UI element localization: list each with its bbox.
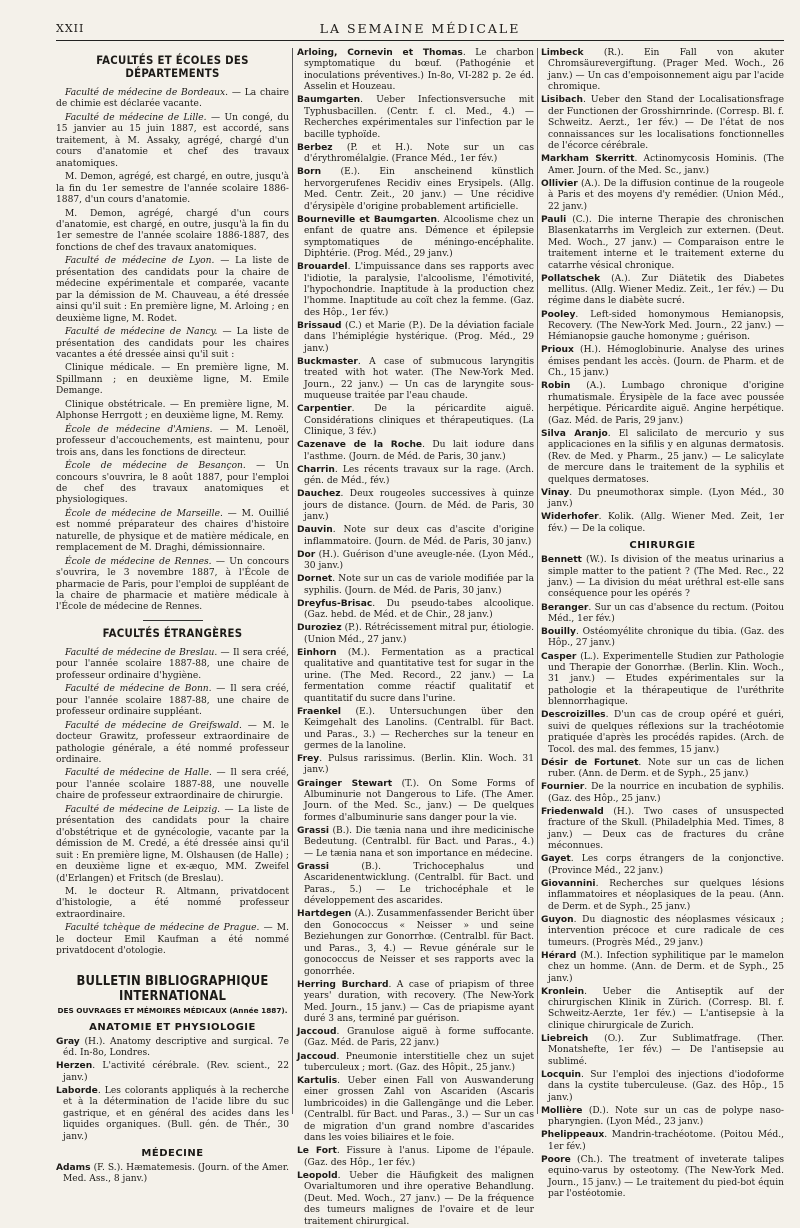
entry-reference: . Le charbon symptomatique du bœuf. (Pathogénie et inoculations préventives.) In-8o, VI-282 p. 2e éd. Asselin et Houzeau.	[304, 48, 534, 93]
entry-reference: . Kolik. (Allg. Wiener Med. Zeit, 1er fév.) — De la colique.	[548, 512, 784, 534]
column-right	[541, 48, 784, 1200]
entry-reference: (M.). Infection syphilitique par le mamelon chez un homme. (Ann. de Derm. et de Syph., 25 janv.)	[548, 950, 784, 984]
bibliography-entry	[541, 758, 784, 781]
entry-reference: . Du lait iodure dans l'asthme. (Journ. de Méd. de Paris, 30 janv.)	[304, 440, 535, 462]
entry-author: Vinay	[541, 487, 570, 498]
entry-reference: (A.). Zusammenfassender Bericht über den Gonococcus « Neisser » und seine Beziehungen zur Gonorrhœ. (Centralbl. für Bact. und Paras., 3, 4.) — Revue générale sur le gonococcus de Neisser et ses rapports avec la gonorrhée.	[304, 909, 534, 977]
entry-reference: . Left-sided homonymous Hemianopsis, Recovery. (The New-York Med. Journ., 22 janv.) — Hémianopsie gauche homonyme ; guérison.	[548, 309, 784, 343]
news-paragraph	[56, 327, 289, 361]
entry-author: Einhorn	[297, 647, 337, 658]
bibliography-entry	[297, 404, 534, 438]
entry-author: Désir de Fortunet	[541, 757, 639, 768]
news-paragraph	[56, 768, 289, 802]
entry-author: Charrin	[297, 464, 335, 475]
entry-author: Widerhofer	[541, 512, 599, 523]
entry-reference: . Sur un cas d'absence du rectum. (Poitou Méd., 1er fév.)	[548, 602, 784, 624]
bibliography-entry	[541, 274, 784, 308]
entry-author: Bourneville et Baumgarten	[297, 214, 437, 225]
entry-reference: . Pulsus rarissimus. (Berlin. Klin. Woch. 31 janv.)	[304, 754, 534, 776]
entry-author: Grainger Stewart	[297, 778, 393, 789]
faculty-name: École de médecine d'Amiens.	[65, 424, 213, 435]
entry-author: Berbez	[297, 142, 333, 153]
bibliography-entry	[541, 488, 784, 511]
bibliography-entry	[541, 95, 784, 152]
entry-author: Limbeck	[541, 48, 584, 58]
bibliography-entry	[297, 909, 534, 978]
entry-reference: (H.). Anatomy descriptive and surgical. 7e éd. In-8o, Londres.	[63, 1036, 289, 1059]
entry-author: Le Fort	[297, 1146, 337, 1157]
entry-reference: . Ueber einen Fall von Auswanderung einer grossen Zahl von Ascariden (Ascaris lumbricoides) in die Gallengänge und die Leber. (Centralbl. für Bact. und Paras., 3.) — Sur un cas de migration d'un grand nombre d'ascarides dans les voies biliaires et le foie.	[304, 1076, 534, 1144]
entry-reference: (O.). Zur Sublimatfrage. (Ther. Monatshefte, 1er fév.) — De l'antisepsie au sublimé.	[548, 1033, 784, 1067]
entry-reference: (E.). Ein anscheinend künstlich hervorgerufenes Recidiv eines Erysipels. (Allg. Med. Centr. Zeit., 20 janv.) — Une récidive d'érysipèle d'origine probablement artificielle.	[304, 167, 534, 212]
entry-reference: . Fissure à l'anus. Lipome de l'épaule. (Gaz. des Hôp., 1er fév.)	[304, 1146, 534, 1168]
bibliography-entry	[541, 854, 784, 877]
faculty-name: Faculté de médecine de Greifswald.	[65, 720, 242, 731]
entry-reference: . Les corps étrangers de la conjonctive. (Province Méd., 22 janv.)	[548, 854, 784, 876]
page-header	[56, 22, 784, 41]
entry-reference: . Ostéomyélite chronique du tibia. (Gaz. des Hôp., 27 janv.)	[548, 627, 784, 649]
bibliography-entry	[541, 48, 784, 94]
bibliography-entry	[297, 862, 534, 908]
bibliography-entry	[541, 1130, 784, 1153]
bibliography-entry	[297, 599, 534, 622]
bibliography-entry	[297, 754, 534, 777]
faculty-name: École de médecine de Besançon.	[65, 461, 246, 472]
faculty-name: École de médecine de Rennes.	[65, 556, 212, 567]
entry-reference: . Alcoolisme chez un enfant de quatre ans. Démence et épilepsie symptomatiques de méningo-encéphalite. Diphtérie. (Prog. Méd., 29 janv.)	[304, 214, 534, 260]
entry-reference: (T.). On Some Forms of Albuminurie not Dangerous to Life. (The Amer. Journ. of the Med. Sc., janv.) — De quelques formes d'albuminurie sans danger pour la vie.	[304, 778, 534, 823]
entry-reference: . Ueber Infectionsversuche mit Typhusbacillen. (Centr. f. cl. Med., 4.) — Recherches expérimentales sur l'infection par le bacille typhoïde.	[304, 95, 534, 140]
entry-author: Fournier	[541, 782, 585, 793]
bibliography-entry	[297, 167, 534, 213]
entry-reference: (D.). Note sur un cas de polype naso-pharyngien. (Lyon Méd., 23 janv.)	[548, 1105, 784, 1128]
bibliography-entry	[297, 95, 534, 141]
entry-reference: . Note sur un cas de lichen ruber. (Ann. de Derm. et de Syph., 25 janv.)	[548, 757, 784, 780]
entry-author: Gray	[56, 1036, 80, 1047]
news-text: Clinique obstétricale. — En première ligne, M. Alphonse Herrgott ; en deuxième ligne, M. Remy.	[56, 399, 289, 422]
entry-reference: . El salicilato de mercurio y sus applicaciones en la sifilis y en algunas dermatosis. (Rev. de Med. y Pharm., 25 janv.) — Le salicylate de mercure dans le traitement de la syphilis et quelques dermatoses.	[548, 428, 784, 485]
entry-author: Baumgarten	[297, 95, 361, 106]
bibliography-entry	[297, 357, 534, 403]
entry-reference: (C.) et Marie (P.). De la déviation faciale dans l'hémiplégie hystérique. (Prog. Méd., 29 janv.)	[304, 320, 534, 354]
bibliography-entry	[541, 627, 784, 650]
bulletin-title: BULLETIN BIBLIOGRAPHIQUE INTERNATIONAL	[76, 972, 269, 1004]
bibliography-entry	[297, 465, 534, 488]
bibliography-entry	[541, 512, 784, 535]
entry-reference: . Granulose aiguë à forme suffocante. (Gaz. Méd. de Paris, 22 janv.)	[304, 1027, 534, 1049]
bibliography-entry	[297, 1146, 534, 1169]
bibliography-entry	[297, 525, 534, 548]
bibliography-entry	[297, 489, 534, 523]
news-text: — La liste de présentation des candidats pour la chaire de médecine expérimentale et comparée, vacante par la démission de M. Chauveau, a été dressée ainsi qu'il suit : En première ligne, M. Arloing ; en deuxième ligne, M. Rodet.	[56, 256, 289, 324]
entry-author: Lisibach	[541, 95, 583, 106]
entry-reference: . L'impuissance dans ses rapports avec l'idiotie, la paralysie, l'alcoolisme, l'émotivité, l'hypochondrie. Inaptitude à la production chez l'homme. Inaptitude au coït chez la femme. (Gaz. des Hôp., 1er fév.)	[304, 262, 534, 318]
section-heading-facultes-departements: FACULTÉS ET ÉCOLES DES DÉPARTEMENTS	[96, 54, 249, 80]
bibliography-entry	[541, 807, 784, 853]
faculty-name: École de médecine de Marseille.	[65, 508, 223, 519]
faculty-name: Faculté de médecine de Breslau.	[65, 647, 218, 658]
entry-author: Pauli	[541, 214, 567, 225]
entry-reference: (A.). De la diffusion continue de la rougeole à Paris et des moyens d'y remédier. (Union Méd., 22 janv.)	[548, 178, 784, 212]
entry-author: Frey	[297, 754, 320, 765]
entry-author: Liebreich	[541, 1033, 589, 1044]
news-paragraph	[56, 172, 289, 206]
entry-author: Pooley	[541, 309, 576, 320]
bibliography-entry	[541, 1106, 784, 1129]
news-paragraph	[56, 461, 289, 507]
news-text: M. le docteur R. Altmann, privatdocent d'histologie, a été nommé professeur extraordinaire.	[56, 887, 289, 920]
section-heading-anatomie: ANATOMIE ET PHYSIOLOGIE	[89, 1021, 256, 1033]
entry-reference: . Note sur deux cas d'ascite d'origine inflammatoire. (Journ. de Méd. de Paris, 30 janv.)	[304, 525, 534, 547]
bibliography-entry	[297, 574, 534, 597]
entry-author: Giovannini	[541, 878, 596, 889]
entry-author: Fraenkel	[297, 706, 341, 717]
entry-author: Brouardel	[297, 262, 348, 273]
bulletin-subtitle: DES OUVRAGES ET MÉMOIRES MÉDICAUX (Année 1887).	[57, 1005, 288, 1015]
entry-reference: . A case of submucous laryngitis treated with hot water. (The New-York Med. Journ., 22 janv.) — Un cas de laryngite sous-muqueuse traitée par l'eau chaude.	[304, 356, 534, 402]
news-paragraph	[56, 209, 289, 255]
entry-reference: . Ueber die Häufigkeit des malignen Ovarialtumoren und ihre operative Behandlung. (Deut. Med. Woch., 27 janv.) — De la fréquence des tumeurs malignes de l'ovaire et de leur traitement chirurgical.	[304, 1170, 534, 1227]
entry-author: Prioux	[541, 345, 574, 356]
entry-reference: (F. S.). Hæmatemesis. (Journ. of the Amer. Med. Ass., 8 janv.)	[63, 1162, 289, 1185]
entry-reference: . A case of priapism of three years' duration, with recovery. (The New-York Med. Journ., 15 janv.) — Cas de priapisme ayant duré 3 ans, terminé par guérison.	[304, 979, 535, 1024]
section-heading-chirurgie: CHIRURGIE	[629, 540, 696, 552]
section-heading-medecine: MÉDECINE	[141, 1147, 204, 1159]
bibliography-entry	[297, 215, 534, 261]
entry-author: Casper	[541, 651, 577, 662]
entry-author: Beranger	[541, 602, 589, 613]
faculty-name: Faculté de médecine de Halle.	[65, 768, 212, 779]
bibliography-entry	[297, 623, 534, 646]
entry-author: Markham Skerritt	[541, 154, 635, 165]
entry-author: Locquin	[541, 1069, 582, 1080]
entry-author: Hérard	[541, 950, 577, 961]
bibliography-entry	[541, 1070, 784, 1104]
news-paragraph	[56, 684, 289, 718]
entry-author: Guyon	[541, 914, 574, 925]
bibliography-entry	[541, 154, 784, 177]
entry-reference: (A.). Zur Diätetik des Diabetes mellitus. (Allg. Wiener Mediz. Zeit., 1er fév.) — Du régime dans le diabète sucré.	[548, 273, 784, 307]
bibliography-entry	[541, 915, 784, 949]
news-paragraph	[56, 425, 289, 459]
entry-reference: . Les colorants appliqués à la recherche et à la détermination de l'acide libre du suc gastrique, et en général des acides dans les liquides organiques. (Bull. gén. de Thér., 30 janv.)	[63, 1085, 289, 1142]
news-paragraph	[56, 923, 289, 957]
news-paragraph	[56, 557, 289, 614]
entry-reference: . Ueber die Antiseptik auf der chirurgischen Klinik in Zürich. (Corresp. Bl. f. Schweitz-Aerzte, 1er fév.) — L'antisepsie à la clinique chirurgicale de Zurich.	[548, 986, 784, 1031]
entry-author: Grassi	[297, 861, 330, 872]
news-text: — M. Lenoël, professeur d'accouchements, est maintenu, pour trois ans, dans les fonctions de directeur.	[56, 424, 289, 458]
bibliography-entry	[297, 1076, 534, 1145]
bibliography-entry	[297, 550, 534, 573]
entry-author: Dauchez	[297, 489, 341, 500]
news-text: — Il sera créé, pour l'année scolaire 1887-88, une chaire de professeur ordinaire d'hygiène.	[56, 647, 289, 681]
journal-title: LA SEMAINE MÉDICALE	[319, 21, 521, 36]
bibliography-entry	[541, 215, 784, 272]
entry-author: Bennett	[541, 555, 582, 566]
news-text: — Il sera créé, pour l'année scolaire 1887-88, une nouvelle chaire de professeur extraordinaire de chirurgie.	[56, 768, 289, 802]
page-number: XXII	[56, 22, 85, 35]
entry-author: Arloing, Cornevin et Thomas	[297, 48, 463, 58]
bibliography-entry	[297, 980, 534, 1026]
news-text: — M. le docteur Grawitz, professeur extraordinaire de pathologie générale, a été nommé professeur ordinaire.	[56, 720, 290, 766]
entry-reference: (B.). Die tænia nana und ihre medicinische Bedeutung. (Centralbl. für Bact. und Paras., 4.) — Le tænia nana et son importance en médecine.	[304, 825, 534, 859]
faculty-name: Faculté de médecine de Lille.	[65, 112, 207, 123]
faculty-name: Faculté tchèque de médecine de Prague.	[65, 923, 260, 934]
bibliography-entry	[541, 381, 784, 427]
medecine-list-continued-2	[541, 48, 784, 535]
entry-reference: . Note sur un cas de variole modifiée par la syphilis. (Journ. de Méd. de Paris, 30 janv.)	[304, 574, 534, 596]
entry-author: Phelippeaux	[541, 1130, 605, 1141]
bibliography-entry	[541, 1034, 784, 1068]
entry-reference: (W.). Is division of the meatus urinarius a simple matter to the patient ? (The Med. Rec., 22 janv.) — La division du méat uréthral est-elle sans conséquence pour les opérés ?	[548, 555, 784, 600]
entry-author: Jaccoud	[297, 1051, 337, 1062]
divider	[143, 620, 203, 621]
entry-author: Dauvin	[297, 525, 333, 536]
entry-reference: . De la péricardite aiguë. Considérations cliniques et thérapeutiques. (La Clinique, 3 fév.)	[304, 404, 534, 438]
entry-reference: . L'activité cérébrale. (Rev. scient., 22 janv.)	[63, 1061, 289, 1083]
entry-author: Hartdegen	[297, 909, 352, 920]
faculty-name: Faculté de médecine de Bordeaux.	[65, 88, 229, 98]
medecine-list-continued	[297, 48, 534, 1228]
bibliography-entry	[541, 429, 784, 486]
faculty-name: Faculté de médecine de Lyon.	[65, 256, 215, 267]
bibliography-entry	[541, 782, 784, 805]
news-paragraph	[56, 363, 289, 397]
entry-reference: . Deux rougeoles successives à quinze jours de distance. (Journ. de Méd. de Paris, 30 janv.)	[304, 489, 534, 523]
column-rule	[537, 48, 538, 1114]
faculty-name: Faculté de médecine de Leipzig.	[65, 804, 221, 815]
entry-reference: . Du pseudo-tabes alcoolique. (Gaz. hebd. de Méd. et de Chir., 28 janv.)	[304, 598, 534, 621]
entry-author: Poore	[541, 1154, 571, 1165]
news-paragraph	[56, 805, 289, 885]
entry-author: Dor	[297, 549, 316, 560]
entry-reference: . De la nourrice en incubation de syphilis. (Gaz. des Hôp., 25 janv.)	[548, 782, 784, 804]
bibliography-entry	[541, 710, 784, 756]
news-text: — M. le docteur Emil Kaufman a été nommé privatdocent d'otologie.	[56, 923, 290, 957]
entry-reference: . Du diagnostic des néoplasmes vésicaux ; intervention précoce et cure radicale de ces tumeurs. (Progrès Méd., 29 janv.)	[548, 914, 784, 948]
bibliography-entry	[297, 826, 534, 860]
entry-author: Carpentier	[297, 404, 352, 415]
news-paragraph	[56, 400, 289, 423]
entry-author: Kronlein	[541, 986, 585, 997]
entry-reference: . Mandrin-trachéotome. (Poitou Méd., 1er fév.)	[548, 1130, 784, 1152]
entry-author: Brissaud	[297, 320, 342, 331]
news-text: — La chaire de chimie est déclarée vacante.	[56, 88, 289, 110]
entry-author: Laborde	[56, 1085, 98, 1096]
news-text: — La liste de présentation des candidats pour la chaire d'obstétrique et de gynécologie, vacante par la démission de M. Credé, a été dressée ainsi qu'il suit : En première ligne, M. Olshausen (de Halle) ; en deuxième ligne et ex-æquo, MM. Zweifel (d'Erlangen) et Fritsch (de Breslau).	[56, 804, 289, 884]
bibliography-entry	[297, 707, 534, 753]
bibliography-entry	[297, 779, 534, 825]
entry-reference: (H.). Two cases of unsuspected fracture of the Skull. (Philadelphia Med. Times, 8 janv.) — Deux cas de fractures du crâne méconnues.	[548, 806, 784, 852]
bibliography-entry	[541, 179, 784, 213]
bibliography-entry	[297, 262, 534, 319]
bibliography-entry	[541, 555, 784, 601]
entry-author: Duroziez	[297, 623, 342, 634]
bibliography-entry	[297, 1052, 534, 1075]
bibliography-entry	[541, 1155, 784, 1201]
entry-reference: (B.). Trichocephalus und Ascaridenentwicklung. (Centralbl. für Bact. und Paras., 5.) — Le trichocéphale et le développement des ascarides.	[304, 861, 534, 907]
entry-author: Friedenwald	[541, 806, 604, 817]
bibliography-entry	[56, 1061, 289, 1084]
entry-author: Leopold	[297, 1170, 338, 1181]
entry-author: Jaccoud	[297, 1027, 337, 1037]
entry-reference: (A.). Lumbago chronique d'origine rhumatismale. Érysipèle de la face avec poussée herpétique. Péricardite aiguë. Angine herpétique. (Gaz. Méd. de Paris, 29 janv.)	[548, 381, 784, 426]
news-paragraph	[56, 887, 289, 921]
news-text: — Un concours s'ouvrira, le 3 novembre 1887, à l'École de pharmacie de Paris, pour l'emploi de suppléant de la chaire de pharmacie et matière médicale à l'École de médecine de Rennes.	[56, 556, 290, 613]
entry-reference: . Recherches sur quelques lésions inflammatoires et néoplasiques de la peau. (Ann. de Derm. et de Syph., 25 janv.)	[548, 878, 784, 912]
column-left	[56, 48, 290, 1185]
news-paragraph	[56, 648, 289, 682]
entry-reference: . D'un cas de croup opéré et guéri, suivi de quelques réflexions sur la trachéotomie pratiquée d'après les procédés rapides. (Arch. de Tocol. des mal. des femmes, 15 janv.)	[548, 710, 784, 755]
medecine-list	[56, 1163, 289, 1186]
bibliography-entry	[541, 987, 784, 1033]
bibliography-entry	[297, 321, 534, 355]
bibliography-entry	[541, 652, 784, 709]
entry-reference: . Les récents travaux sur la rage. (Arch. gén. de Méd., fév.)	[304, 464, 534, 487]
bibliography-entry	[541, 345, 784, 379]
entry-reference: . Ueber den Stand der Localisationsfrage der Functionen der Grosshirnrinde. (Corresp. Bl. f. Schweitz. Aerzt., 1er fév.) — De l'état de nos connaissances sur les localisations fonctionnelles de l'écorce cérébrale.	[548, 95, 784, 152]
chirurgie-list	[541, 555, 784, 1201]
entry-reference: (R.). Ein Fall von akuter Chromsäurevergiftung. (Prager Med. Woch., 26 janv.) — Un cas d'empoisonnement aigu par l'acide chromique.	[548, 48, 784, 93]
bibliography-entry	[297, 440, 534, 463]
news-paragraph	[56, 721, 289, 767]
entry-author: Buckmaster	[297, 356, 358, 367]
bibliography-entry	[541, 310, 784, 344]
column-middle	[297, 48, 535, 1227]
bibliography-entry	[56, 1037, 289, 1060]
entry-author: Descroizilles	[541, 710, 606, 721]
news-paragraph	[56, 88, 289, 111]
entry-reference: . Actinomycosis Hominis. (The Amer. Journ. of the Med. Sc., janv.)	[548, 154, 784, 176]
entry-reference: (C.). Die interne Therapie des chronischen Blasenkatarrhs im Vergleich zur externen. (Deut. Med. Woch., 27 janv.) — Comparaison entre le traitement interne et le traitement externe du catarrhe vésical chronique.	[548, 214, 784, 271]
entry-author: Dreyfus-Brisac	[297, 598, 373, 609]
news-text: — Un congé, du 15 janvier au 15 juin 1887, est accordé, sans traitement, à M. Assaky, agrégé, chargé d'un cours d'anatomie et chef des travaux anatomiques.	[56, 112, 289, 169]
entry-reference: (P. et H.). Note sur un cas d'érythromélalgie. (France Méd., 1er fév.)	[304, 142, 534, 165]
entry-author: Mollière	[541, 1105, 583, 1116]
entry-author: Cazenave de la Roche	[297, 440, 423, 451]
etrangeres-list	[56, 648, 289, 958]
bibliography-entry	[56, 1086, 289, 1143]
entry-author: Adams	[56, 1162, 91, 1173]
entry-author: Kartulis	[297, 1076, 338, 1086]
bibliography-entry	[56, 1163, 289, 1186]
bibliography-entry	[297, 1027, 534, 1050]
column-rule	[292, 48, 293, 1114]
bibliography-entry	[541, 603, 784, 626]
faculty-name: Faculté de médecine de Nancy.	[65, 327, 218, 338]
entry-author: Grassi	[297, 825, 330, 836]
anatomie-list	[56, 1037, 289, 1143]
entry-reference: . Pneumonie interstitielle chez un sujet tuberculeux ; mort. (Gaz. des Hôpit., 25 janv.)	[304, 1051, 534, 1073]
section-heading-facultes-etrangeres: FACULTÉS ÉTRANGÈRES	[102, 626, 243, 640]
entry-author: Gayet	[541, 854, 571, 865]
entry-reference: (H.). Hémoglobinurie. Analyse des urines émises pendant les accès. (Journ. de Pharm. et de Ch., 15 janv.)	[548, 345, 784, 379]
entry-reference: (M.). Fermentation as a practical qualitative and quantitative test for sugar in the urine. (The Med. Record., 22 janv.) — La fermentation comme réactif qualitatif et quantitatif du sucre dans l'urine.	[304, 647, 534, 704]
entry-reference: (E.). Untersuchungen über den Keimgehalt des Lanolins. (Centralbl. für Bact. und Paras., 3.) — Recherches sur la teneur en germes de la lanoline.	[304, 706, 534, 751]
entry-author: Pollatschek	[541, 273, 601, 284]
entry-reference: (P.). Rétrécissement mitral pur, étiologie. (Union Méd., 27 janv.)	[304, 623, 534, 645]
news-text: M. Demon, agrégé, chargé d'un cours d'anatomie, est chargé, en outre, jusqu'à la fin du 1er semestre de l'année scolaire 1886-1887, des fonctions de chef des travaux anatomiques.	[56, 208, 289, 253]
news-text: Clinique médicale. — En première ligne, M. Spillmann ; en deuxième ligne, M. Emile Demange.	[56, 363, 289, 397]
news-paragraph	[56, 256, 289, 325]
entry-reference: (L.). Experimentelle Studien zur Pathologie und Therapie der Gonorrhæ. (Berlin. Klin. Woch., 31 janv.) — Etudes expérimentales sur la pathologie et la thérapeutique de l'uréthrite blennorrhagique.	[548, 651, 784, 708]
news-text: — Un concours s'ouvrira, le 8 août 1887, pour l'emploi de chef des travaux anatomiques et physiologiques.	[56, 461, 289, 506]
news-paragraph	[56, 509, 289, 555]
news-paragraph	[56, 113, 289, 170]
news-text: M. Demon, agrégé, est chargé, en outre, jusqu'à la fin du 1er semestre de l'année scolaire 1886-1887, d'un cours d'anatomie.	[56, 172, 289, 206]
facultes-list	[56, 88, 289, 614]
entry-author: Dornet	[297, 574, 333, 585]
bibliography-entry	[297, 648, 534, 705]
news-text: — Il sera créé, pour l'année scolaire 1887-88, une chaire de professeur ordinaire suppléant.	[56, 684, 289, 718]
bibliography-entry	[541, 879, 784, 913]
entry-reference: . Sur l'emploi des injections d'iodoforme dans la cystite tuberculeuse. (Gaz. des Hôp., 15 janv.)	[548, 1069, 784, 1103]
entry-author: Robin	[541, 381, 571, 392]
entry-author: Silva Aranjo	[541, 428, 608, 439]
news-text: — M. Ouillié est nommé préparateur des chaires d'histoire naturelle, de physique et de matière médicale, en remplacement de M. Draghi, démissionnaire.	[56, 508, 289, 554]
bibliography-entry	[297, 48, 534, 94]
bibliography-entry	[297, 1171, 534, 1228]
entry-reference: . Du pneumothorax simple. (Lyon Méd., 30 janv.)	[548, 487, 784, 510]
entry-reference: (H.). Guérison d'une aveugle-née. (Lyon Méd., 30 janv.)	[304, 549, 534, 572]
entry-reference: (Ch.). The treatment of inveterate talipes equino-varus by osteotomy. (The New-York Med. Journ., 15 janv.) — Le traitement du pied-bot équin par l'ostéotomie.	[548, 1154, 784, 1200]
faculty-name: Faculté de médecine de Bonn.	[65, 684, 212, 695]
bibliography-entry	[541, 951, 784, 985]
news-text: — La liste de présentation des candidats pour les chaires vacantes a été dressée ainsi qu'il suit :	[56, 327, 290, 360]
entry-author: Born	[297, 167, 322, 178]
entry-author: Herzen	[56, 1061, 93, 1072]
entry-author: Ollivier	[541, 178, 578, 189]
entry-author: Bouilly	[541, 627, 576, 638]
bibliography-entry	[297, 143, 534, 166]
entry-author: Herring Burchard	[297, 979, 389, 990]
